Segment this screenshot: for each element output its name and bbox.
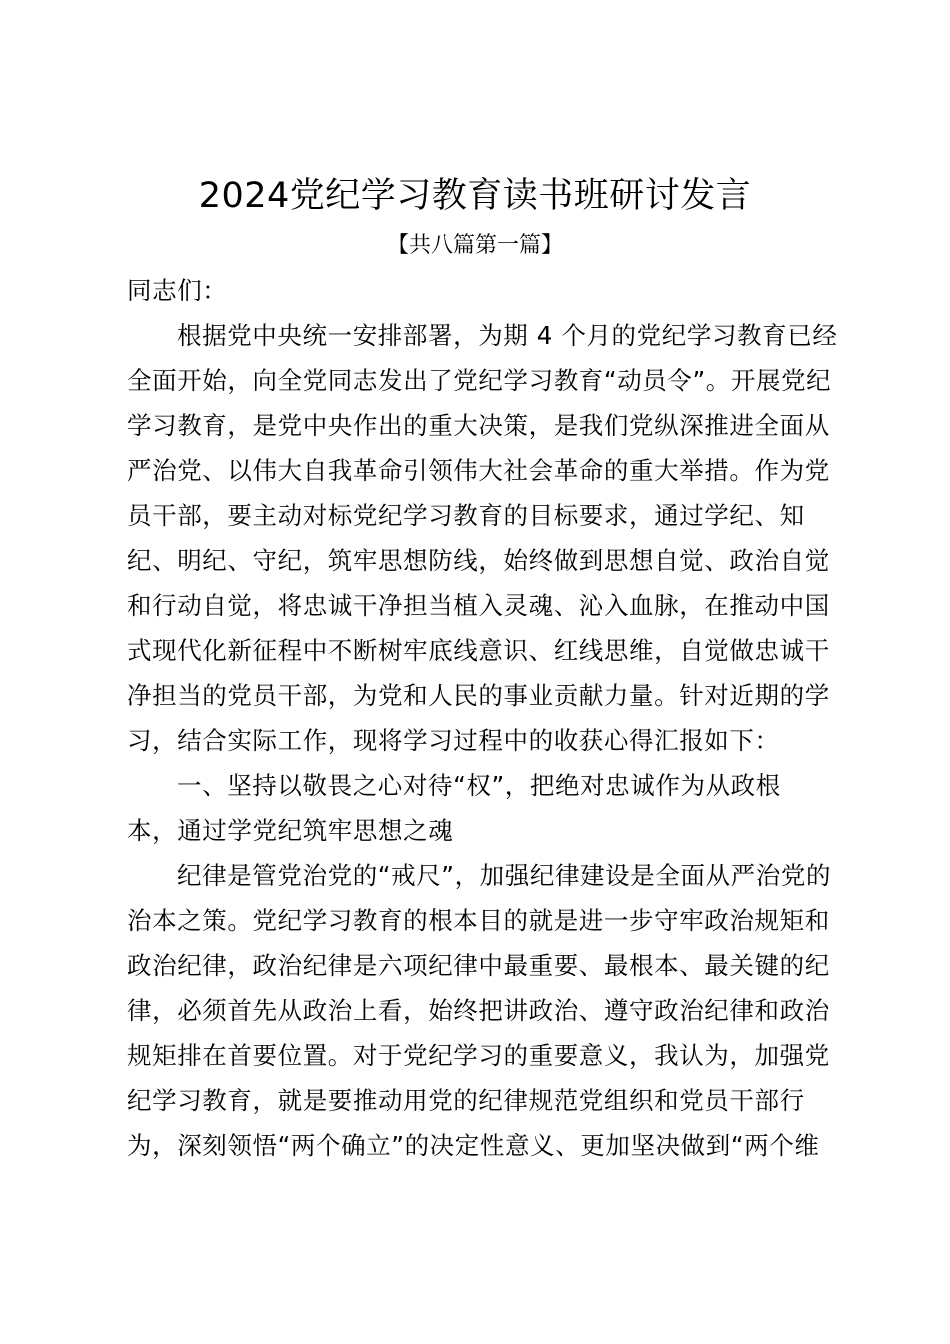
document-subtitle: 【共八篇第一篇】 <box>386 233 563 258</box>
body-line: 全面开始，向全党同志发出了党纪学习教育“动员令”。开展党纪 <box>127 366 832 395</box>
body-line: 学习教育，是党中央作出的重大决策，是我们党纵深推进全面从 <box>127 411 830 440</box>
body-line: 式现代化新征程中不断树牢底线意识、红线思维，自觉做忠诚干 <box>127 636 830 665</box>
body-line: 纪学习教育，就是要推动用党的纪律规范党组织和党员干部行 <box>127 1086 805 1115</box>
body-line: 政治纪律，政治纪律是六项纪律中最重要、最根本、最关键的纪 <box>127 951 830 980</box>
body-line: 根据党中央统一安排部署，为期 4 个月的党纪学习教育已经 <box>177 321 838 350</box>
body-line: 本，通过学党纪筑牢思想之魂 <box>127 816 454 845</box>
body-line: 纪、明纪、守纪，筑牢思想防线，始终做到思想自觉、政治自觉 <box>127 546 830 575</box>
body-line: 为，深刻领悟“两个确立”的决定性意义、更加坚决做到“两个维 <box>127 1131 820 1160</box>
body-line: 一、坚持以敬畏之心对待“权”，把绝对忠诚作为从政根 <box>177 771 781 800</box>
body-line: 习，结合实际工作，现将学习过程中的收获心得汇报如下： <box>127 726 780 755</box>
body-line: 同志们： <box>127 276 228 305</box>
body-line: 治本之策。党纪学习教育的根本目的就是进一步守牢政治规矩和 <box>127 906 830 935</box>
document-title: 2024党纪学习教育读书班研讨发言 <box>198 176 752 216</box>
body-line: 员干部，要主动对标党纪学习教育的目标要求，通过学纪、知 <box>127 501 805 530</box>
body-line: 律，必须首先从政治上看，始终把讲政治、遵守政治纪律和政治 <box>127 996 830 1025</box>
body-line: 净担当的党员干部，为党和人民的事业贡献力量。针对近期的学 <box>127 681 830 710</box>
body-line: 规矩排在首要位置。对于党纪学习的重要意义，我认为，加强党 <box>127 1041 830 1070</box>
body-line: 和行动自觉，将忠诚干净担当植入灵魂、沁入血脉，在推动中国 <box>127 591 830 620</box>
body-line: 严治党、以伟大自我革命引领伟大社会革命的重大举措。作为党 <box>127 456 830 485</box>
document-body <box>127 268 837 1168</box>
body-line: 纪律是管党治党的“戒尺”，加强纪律建设是全面从严治党的 <box>177 861 832 890</box>
